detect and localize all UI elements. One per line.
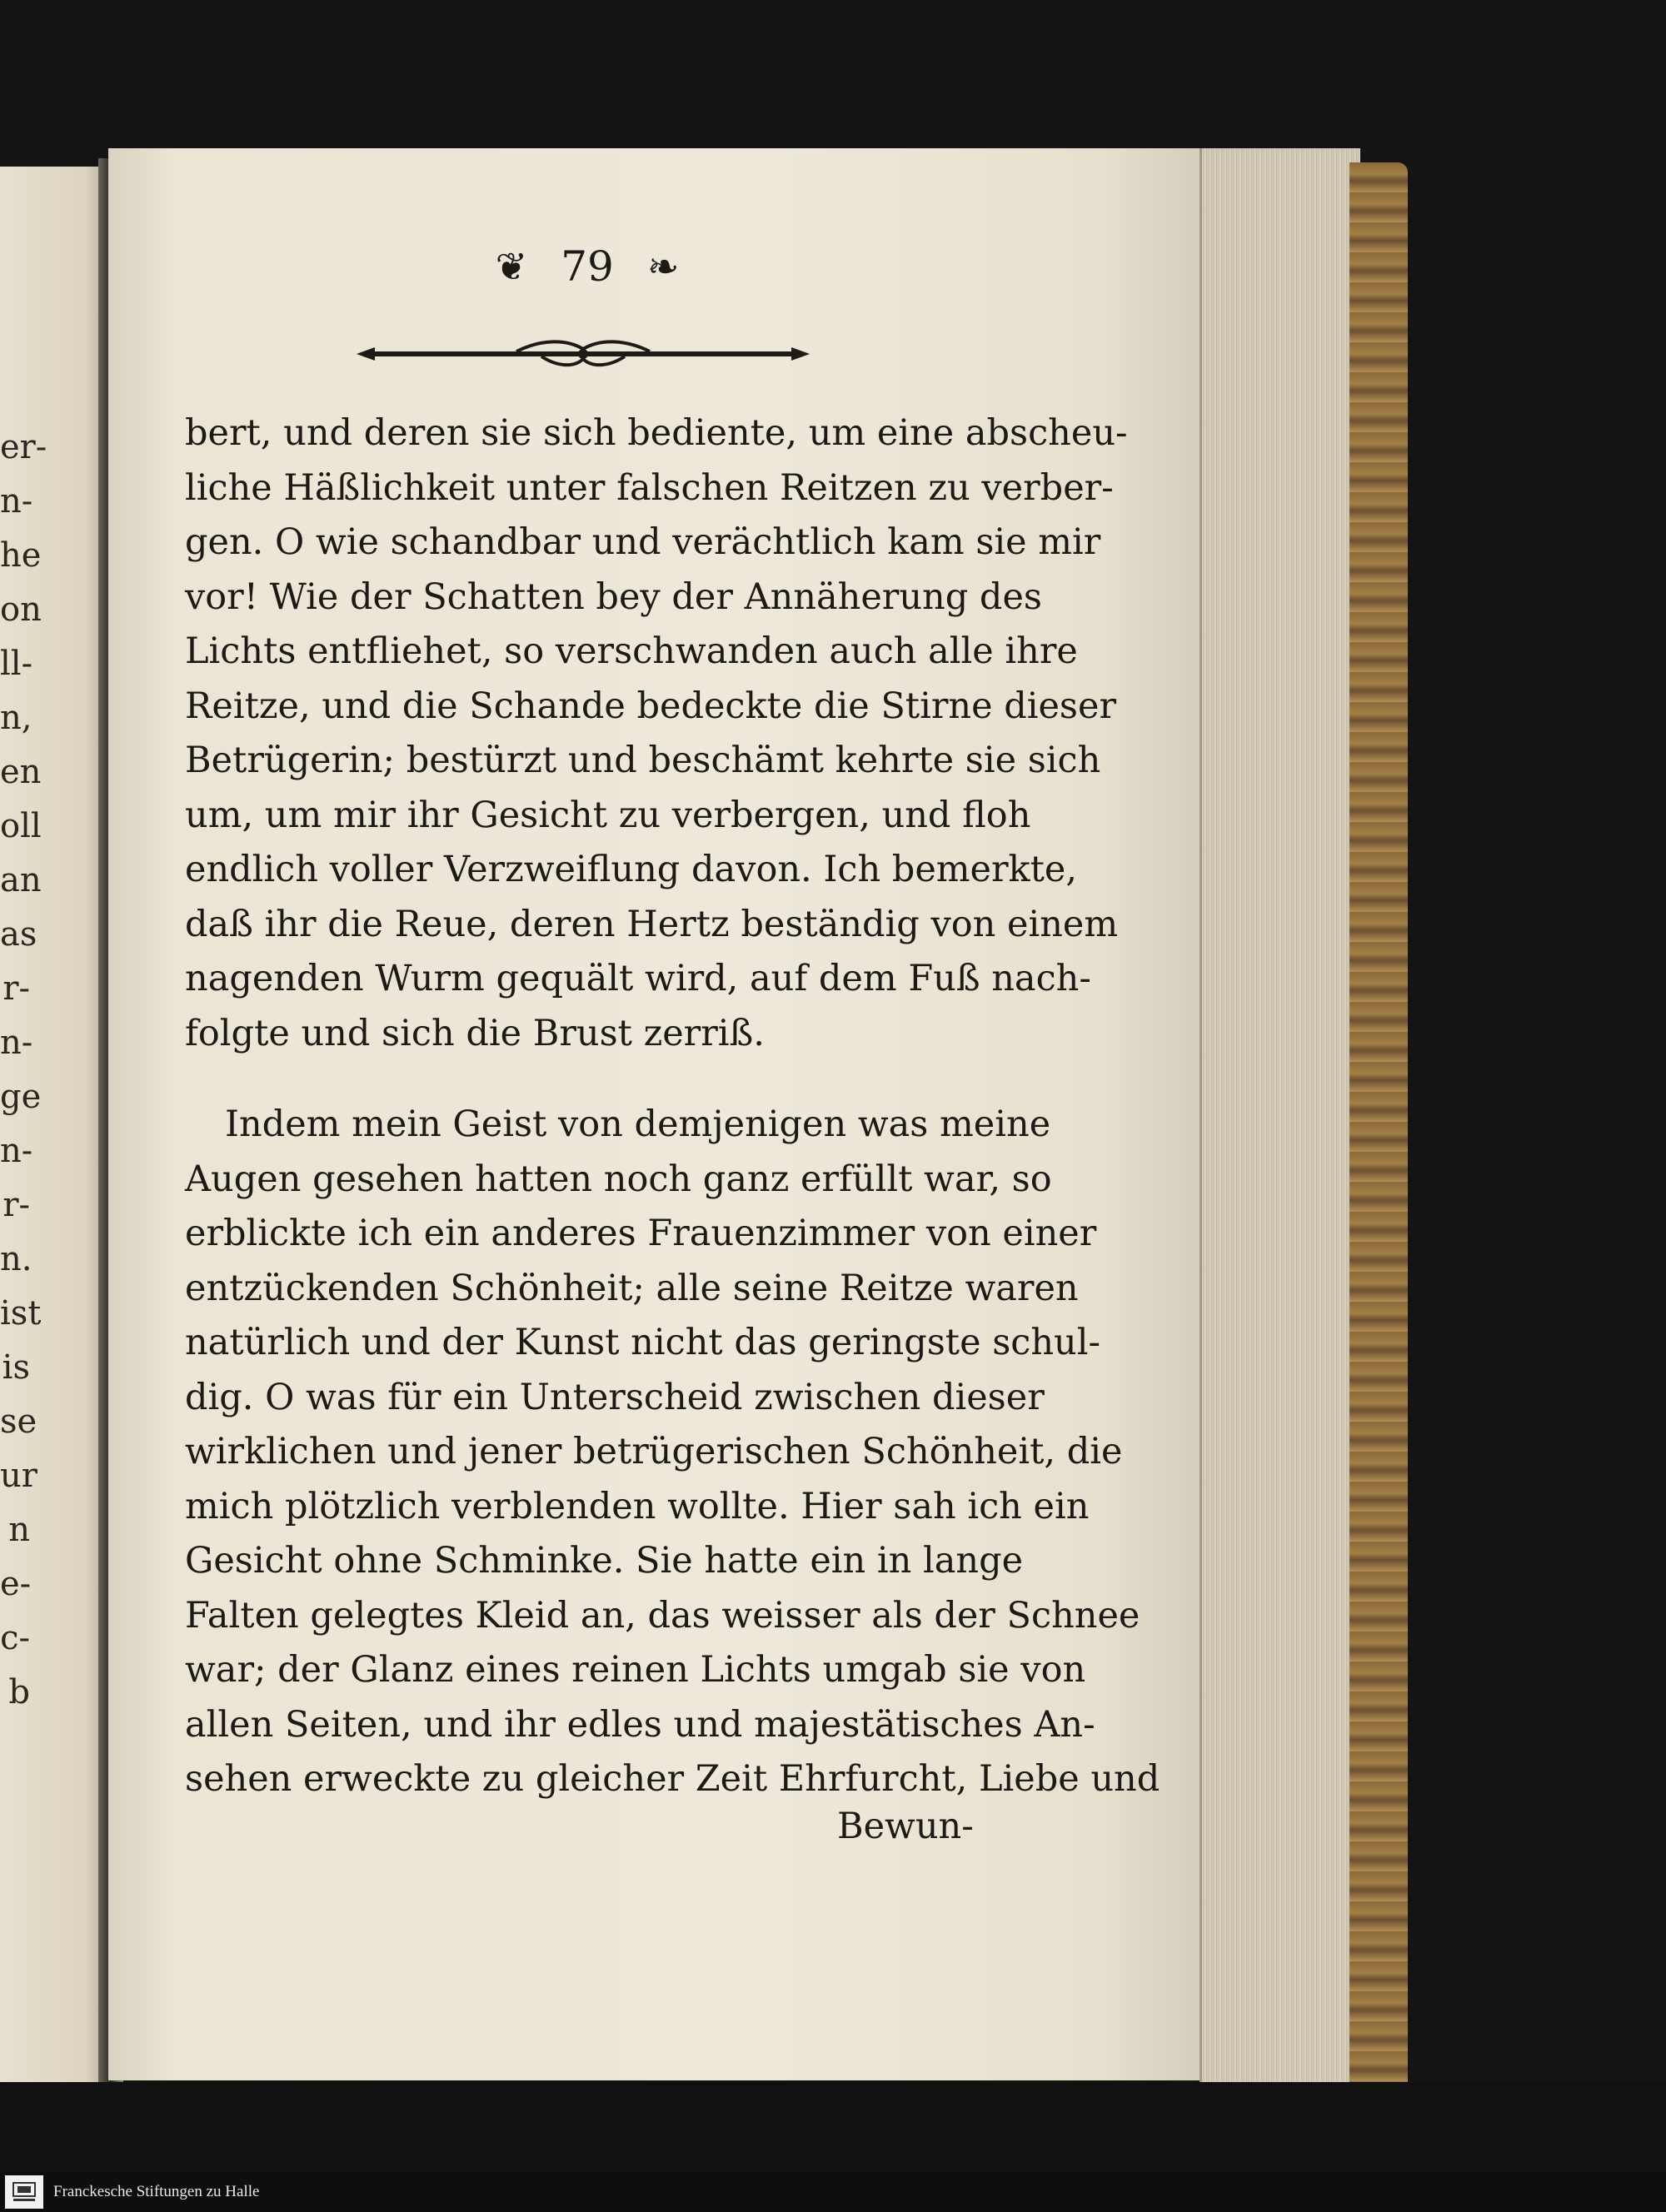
left-page-fragment: e- — [0, 1565, 32, 1603]
left-page-fragment: as — [0, 915, 37, 954]
text-line: vor! Wie der Schatten bey der Annäherung des — [185, 575, 1042, 618]
left-page-fragment: oll — [0, 807, 42, 845]
text-line: gen. O wie schandbar und verächtlich kam sie mir — [185, 521, 1101, 563]
left-page-fragment: r- — [2, 969, 30, 1008]
left-page-fragment: ll- — [0, 645, 33, 683]
left-page-fragment: is — [2, 1348, 30, 1387]
cover-edge — [1349, 162, 1408, 2111]
left-page-fragment: se — [0, 1402, 37, 1441]
text-line: war; der Glanz eines reinen Lichts umgab sie von — [185, 1649, 1086, 1691]
text-line: nagenden Wurm gequält wird, auf dem Fuß nach- — [185, 958, 1091, 999]
text-line: sehen erweckte zu gleicher Zeit Ehrfurcht, Liebe und — [185, 1758, 1160, 1800]
footer-bar — [0, 2172, 1666, 2212]
text-line: Augen gesehen hatten noch ganz erfüllt war, so — [185, 1158, 1052, 1200]
left-page-fragment: en — [0, 753, 42, 791]
text-line: Reitze, und die Schande bedeckte die Stirne dieser — [185, 685, 1116, 727]
left-page-fragment: n- — [0, 482, 33, 521]
page-header — [454, 233, 721, 300]
text-line: daß ihr die Reue, deren Hertz beständig von einem — [185, 903, 1119, 945]
catchword: Bewun- — [837, 1806, 974, 1847]
left-page-fragment: er- — [0, 428, 47, 466]
floret-left-icon: ❦ — [495, 244, 528, 289]
text-line: Lichts entfliehet, so verschwanden auch alle ihre — [185, 630, 1078, 672]
left-page-fragment: ur — [0, 1457, 37, 1495]
text-line: endlich voller Verzweiflung davon. Ich bemerkte, — [185, 849, 1078, 890]
left-page-fragment: ge — [0, 1078, 42, 1116]
page-edges — [1200, 148, 1360, 2114]
footer-credit: Franckesche Stiftungen zu Halle — [53, 2183, 260, 2200]
page-body-text — [185, 406, 1160, 1807]
text-line: Indem mein Geist von demjenigen was meine — [225, 1104, 1051, 1145]
paragraph — [185, 406, 1128, 1061]
left-page-fragment: an — [0, 861, 42, 899]
left-page-fragment: n- — [0, 1132, 33, 1170]
ornamental-rule-icon — [350, 337, 816, 371]
scan-bottom-strip — [0, 2082, 1666, 2172]
left-page-fragment: n- — [0, 1024, 33, 1062]
text-line: mich plötzlich verblenden wollte. Hier sah ich ein — [185, 1485, 1090, 1527]
left-page-fragment: on — [0, 590, 42, 629]
left-page-fragment: b — [8, 1673, 30, 1711]
text-line: liche Häßlichkeit unter falschen Reitzen zu verber- — [185, 466, 1114, 509]
paragraph — [185, 1098, 1160, 1807]
text-line: Gesicht ohne Schminke. Sie hatte ein in lange — [185, 1540, 1024, 1582]
text-line: Falten gelegtes Kleid an, das weisser als der Schnee — [185, 1594, 1140, 1637]
left-page-fragment: ist — [0, 1294, 42, 1333]
left-page-fragment: c- — [0, 1619, 30, 1657]
text-line: folgte und sich die Brust zerriß. — [185, 1012, 765, 1054]
left-page-fragment: n. — [0, 1240, 32, 1278]
left-page-fragment: r- — [2, 1186, 30, 1224]
floret-right-icon: ❧ — [646, 244, 680, 289]
left-page-fragment: n, — [0, 699, 32, 737]
text-line: dig. O was für ein Unterscheid zwischen dieser — [185, 1376, 1045, 1418]
text-line: natürlich und der Kunst nicht das geringste schul- — [185, 1322, 1101, 1363]
left-page-fragment: he — [0, 536, 42, 575]
text-line: bert, und deren sie sich bediente, um eine abscheu- — [185, 412, 1128, 454]
text-line: erblickte ich ein anderes Frauenzimmer von einer — [185, 1213, 1097, 1254]
text-line: um, um mir ihr Gesicht zu verbergen, und floh — [185, 794, 1031, 836]
institution-logo-icon — [5, 2175, 43, 2209]
left-page-text-fragments — [0, 421, 107, 1720]
page-number: 79 — [561, 242, 614, 291]
text-line: entzückenden Schönheit; alle seine Reitze waren — [185, 1267, 1079, 1309]
text-line: allen Seiten, und ihr edles und majestätisches An- — [185, 1703, 1095, 1746]
left-page — [0, 167, 107, 2082]
text-line: wirklichen und jener betrügerischen Schönheit, die — [185, 1431, 1123, 1472]
left-page-fragment: n — [8, 1511, 30, 1549]
text-line: Betrügerin; bestürzt und beschämt kehrte sie sich — [185, 740, 1101, 781]
